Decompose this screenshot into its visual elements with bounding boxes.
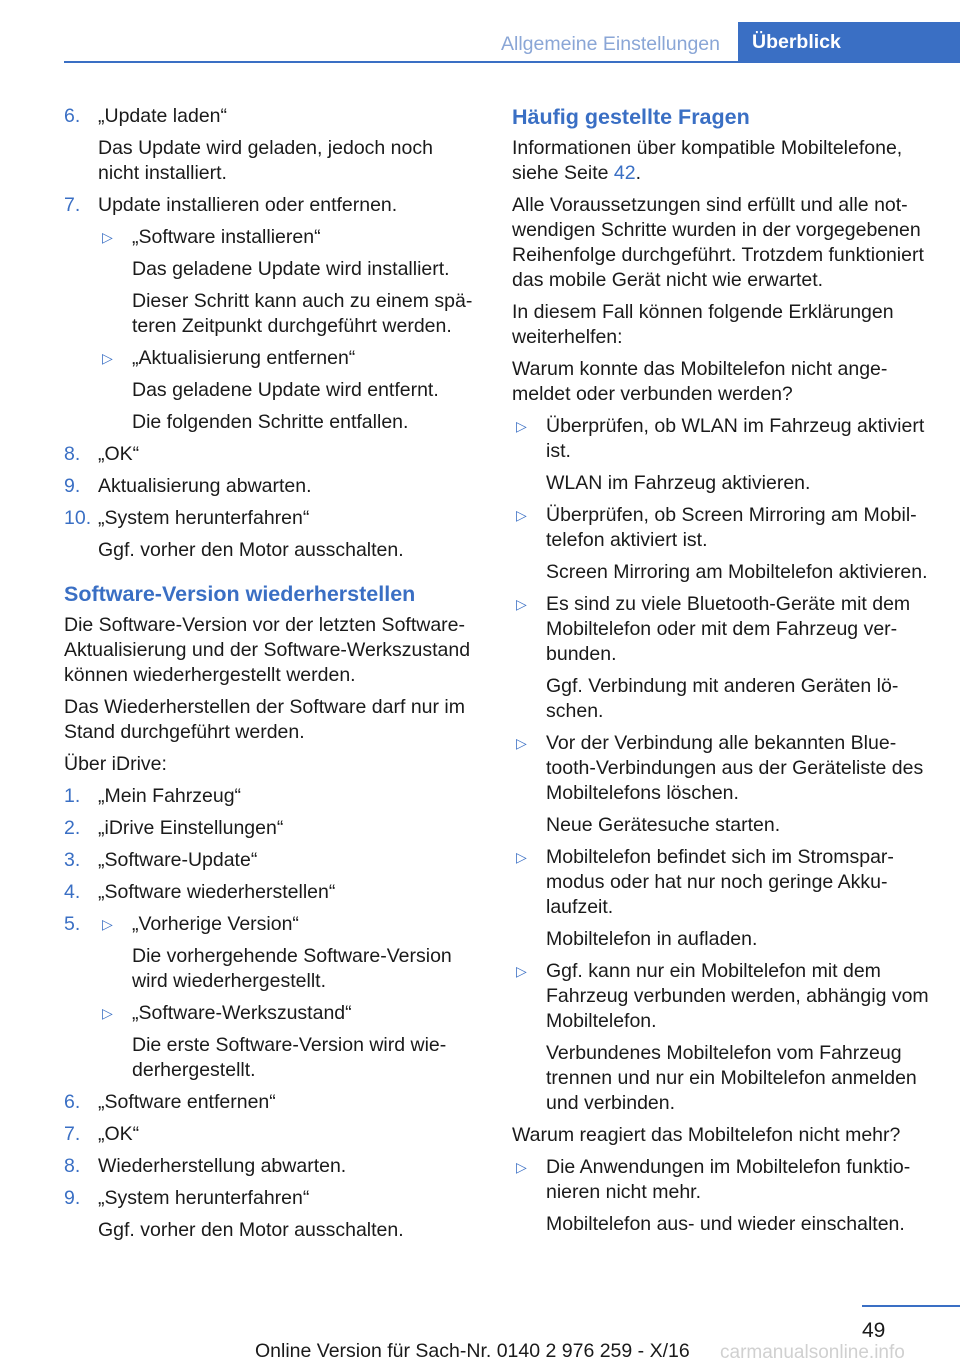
step-text: „OK“ (98, 443, 140, 465)
step-text: „Software-Update“ (98, 849, 258, 871)
bullet-item (512, 503, 932, 585)
step-number: 7. (64, 1123, 81, 1145)
triangle-right-icon: ▷ (516, 507, 527, 523)
sub-item-detail: Die folgenden Schritte entfallen. (132, 411, 409, 433)
section-heading-restore: Software-Version wiederherstellen (64, 582, 416, 606)
step-number: 6. (64, 105, 81, 127)
step-detail: Ggf. vorher den Motor ausschalten. (98, 539, 404, 561)
step-text: „Software entfernen“ (98, 1091, 276, 1113)
list-item (64, 474, 479, 499)
right-column (512, 104, 932, 1244)
page-number: 49 (862, 1319, 886, 1342)
step-number: 6. (64, 1091, 81, 1113)
list-item (64, 912, 479, 1083)
step-text: „System herunterfahren“ (98, 1187, 310, 1209)
step-number: 5. (64, 913, 81, 935)
bullet-item (512, 731, 932, 838)
faq-bullets-connect (512, 414, 932, 1116)
triangle-right-icon: ▷ (516, 418, 527, 434)
bullet-detail: Mobiltelefon in aufladen. (546, 928, 758, 950)
bullet-detail: Verbundenes Mobiltelefon vom Fahrzeug trennen und nur ein Mobiltelefon anmelden und verbinden. (546, 1042, 917, 1114)
step-text: Wiederherstellung abwarten. (98, 1155, 347, 1177)
step-number: 8. (64, 443, 81, 465)
step-text: „System herunterfahren“ (98, 507, 310, 529)
step-number: 9. (64, 1187, 81, 1209)
bullet-detail: Screen Mirroring am Mobiltelefon aktivieren. (546, 561, 928, 583)
bullet-text: Überprüfen, ob Screen Mirroring am Mobiltelefon aktiviert ist. (546, 504, 917, 551)
footer-rule (862, 1305, 960, 1307)
restore-steps-list (64, 784, 479, 1243)
page-link[interactable]: 42 (613, 162, 636, 184)
list-item (64, 193, 479, 435)
bullet-text: Die Anwendungen im Mobiltelefon funktionieren nicht mehr. (546, 1156, 911, 1203)
triangle-right-icon: ▷ (516, 735, 527, 751)
step-number: 10. (64, 507, 92, 529)
paragraph: Alle Voraussetzungen sind erfüllt und alle notwendigen Schritte wurden in der vorgegebenen Reihenfolge durchgeführt. Trotzdem funktioniert das mobile Gerät nicht wie erwartet. (512, 194, 924, 291)
bullet-text: Vor der Verbindung alle bekannten Bluetooth-Verbindungen aus der Geräteliste des Mobiltelefons löschen. (546, 732, 924, 804)
bullet-text: Ggf. kann nur ein Mobiltelefon mit dem Fahrzeug verbunden werden, abhängig vom Mobiltelefon. (546, 960, 929, 1032)
header-tab: Überblick (738, 22, 960, 63)
list-item (64, 1154, 479, 1179)
list-item (64, 816, 479, 841)
bullet-text: Es sind zu viele Bluetooth-Geräte mit dem Mobiltelefon oder mit dem Fahrzeug verbunden. (546, 593, 911, 665)
bullet-detail: Neue Gerätesuche starten. (546, 814, 781, 836)
sub-list (98, 225, 479, 435)
faq-question-2: Warum reagiert das Mobiltelefon nicht mehr? (512, 1124, 901, 1146)
list-item (64, 442, 479, 467)
list-item (64, 506, 479, 563)
bullet-detail: Mobiltelefon aus- und wieder einschalten. (546, 1213, 905, 1235)
sub-item-detail: Die vorhergehende Software-Version wird wiederhergestellt. (132, 945, 452, 992)
triangle-right-icon: ▷ (102, 229, 113, 245)
sub-item-detail: Die erste Software-Version wird wiederhergestellt. (132, 1034, 447, 1081)
bullet-item (512, 845, 932, 952)
list-item (64, 880, 479, 905)
step-text: „OK“ (98, 1123, 140, 1145)
step-text: „Mein Fahrzeug“ (98, 785, 242, 807)
step-text: „Update laden“ (98, 105, 227, 127)
footer-version: Online Version für Sach-Nr. 0140 2 976 259 - X/16 (255, 1340, 690, 1362)
step-text: „iDrive Einstellungen“ (98, 817, 284, 839)
faq-intro-end: . (635, 162, 642, 184)
step-number: 1. (64, 785, 81, 807)
sub-item-text: „Vorherige Version“ (132, 913, 299, 935)
watermark: carmanualsonline.info (720, 1342, 905, 1363)
triangle-right-icon: ▷ (516, 849, 527, 865)
bullet-item (512, 959, 932, 1116)
left-column (64, 104, 479, 1250)
step-number: 9. (64, 475, 81, 497)
list-item (64, 104, 479, 186)
update-steps-list (64, 104, 479, 563)
sub-item (98, 225, 479, 339)
sub-item-text: „Aktualisierung entfernen“ (132, 347, 356, 369)
triangle-right-icon: ▷ (102, 1005, 113, 1021)
step-number: 3. (64, 849, 81, 871)
section-heading-faq: Häufig gestellte Fragen (512, 105, 750, 129)
step-number: 4. (64, 881, 81, 903)
paragraph: Über iDrive: (64, 753, 167, 775)
step-number: 8. (64, 1155, 81, 1177)
step-text: „Software wiederherstellen“ (98, 881, 336, 903)
sub-item (98, 346, 479, 435)
triangle-right-icon: ▷ (102, 350, 113, 366)
faq-paragraphs (512, 193, 932, 407)
step-detail: Das Update wird geladen, jedoch noch nicht installiert. (98, 137, 433, 184)
bullet-item (512, 1155, 932, 1237)
sub-item-detail: Das geladene Update wird entfernt. (132, 379, 439, 401)
triangle-right-icon: ▷ (516, 1159, 527, 1175)
list-item (64, 784, 479, 809)
bullet-detail: Ggf. Verbindung mit anderen Geräten löschen. (546, 675, 899, 722)
step-text: Aktualisierung abwarten. (98, 475, 312, 497)
step-number: 2. (64, 817, 81, 839)
bullet-detail: WLAN im Fahrzeug aktivieren. (546, 472, 811, 494)
triangle-right-icon: ▷ (516, 596, 527, 612)
step-number: 7. (64, 194, 81, 216)
faq-intro-text: Informationen über kompatible Mobiltelefone, siehe Seite (512, 137, 903, 184)
list-item (64, 1186, 479, 1243)
sub-item-text: „Software installieren“ (132, 226, 321, 248)
paragraph: In diesem Fall können folgende Erklärungen weiterhelfen: (512, 301, 894, 348)
paragraph: Die Software-Version vor der letzten Software-Aktualisierung und der Software-Werkszustand können wiederhergestellt werden. (64, 614, 471, 686)
sub-item-detail: Dieser Schritt kann auch zu einem späteren Zeitpunkt durchgeführt werden. (132, 290, 473, 337)
triangle-right-icon: ▷ (102, 916, 113, 932)
list-item (64, 1122, 479, 1147)
triangle-right-icon: ▷ (516, 963, 527, 979)
list-item (64, 848, 479, 873)
paragraph: Das Wiederherstellen der Software darf nur im Stand durchgeführt werden. (64, 696, 465, 743)
bullet-text: Mobiltelefon befindet sich im Stromsparmodus oder hat nur noch geringe Akkulaufzeit. (546, 846, 894, 918)
faq-intro (512, 136, 932, 186)
sub-item-text: „Software-Werkszustand“ (132, 1002, 352, 1024)
bullet-item (512, 414, 932, 496)
step-text: Update installieren oder entfernen. (98, 194, 398, 216)
sub-item (98, 912, 479, 994)
paragraph: Warum konnte das Mobiltelefon nicht angemeldet oder verbunden werden? (512, 358, 888, 405)
sub-list (98, 912, 479, 1083)
restore-intro (64, 613, 479, 777)
step-detail: Ggf. vorher den Motor ausschalten. (98, 1219, 404, 1241)
faq-bullets-respond (512, 1155, 932, 1237)
sub-item (98, 1001, 479, 1083)
bullet-text: Überprüfen, ob WLAN im Fahrzeug aktiviert ist. (546, 415, 925, 462)
bullet-item (512, 592, 932, 724)
list-item (64, 1090, 479, 1115)
header-section-title: Allgemeine Einstellungen (501, 33, 720, 55)
sub-item-detail: Das geladene Update wird installiert. (132, 258, 450, 280)
